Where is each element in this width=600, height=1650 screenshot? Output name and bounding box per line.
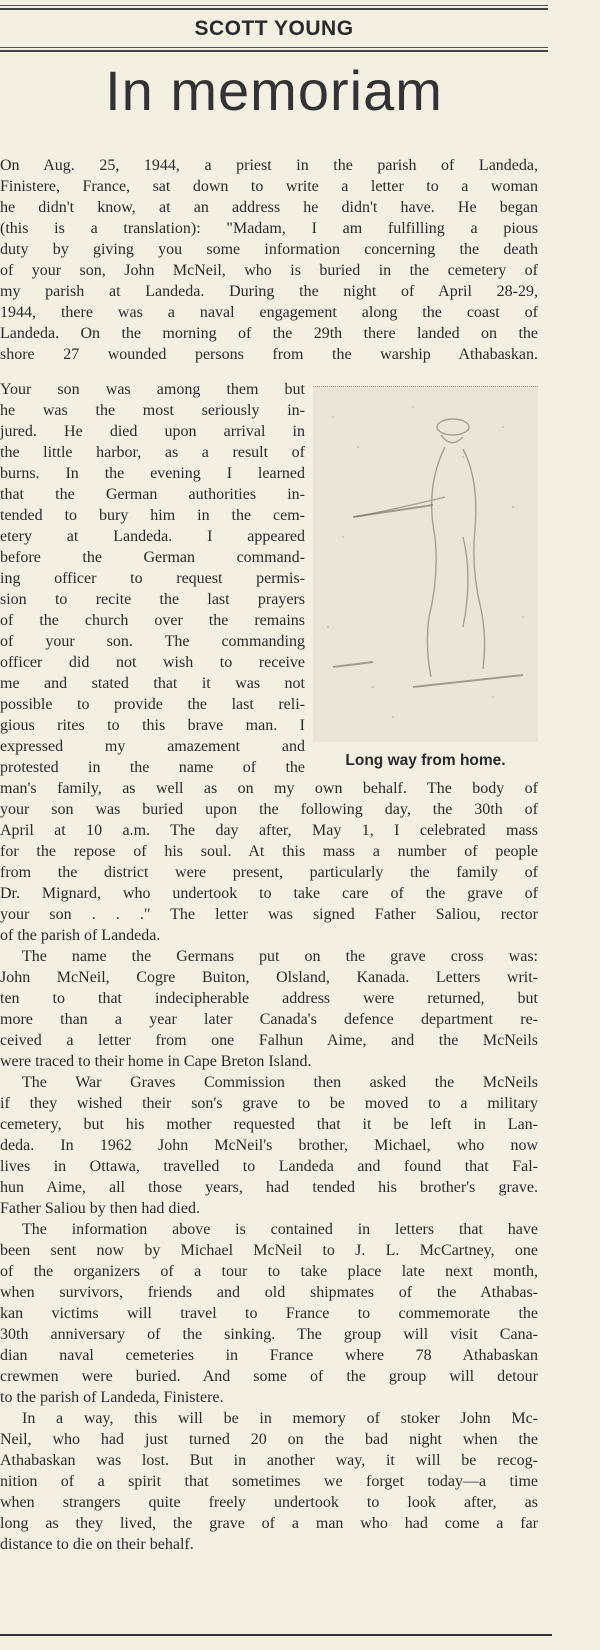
text-line: of the parish of Landeda. [0, 927, 161, 944]
text-line: of your son, John McNeil, who is buried in the cemetery of [0, 262, 538, 279]
text-line: your son was buried upon the following day, the 30th of [0, 801, 538, 818]
text-line: if they wished their son's grave to be moved to a military [0, 1095, 538, 1112]
text-line: long as they lived, the grave of a man who had come a far [0, 1515, 538, 1532]
text-line: ing officer to request permis- [0, 570, 305, 587]
text-line: The name the Germans put on the grave cross was: [22, 948, 538, 965]
text-line: In a way, this will be in memory of stoker John Mc- [22, 1410, 538, 1427]
text-line: John McNeil, Cogre Buiton, Olsland, Kanada. Letters writ- [0, 969, 538, 986]
text-line: he was the most seriously in- [0, 402, 305, 419]
text-line: etery at Landeda. I appeared [0, 528, 305, 545]
byline: SCOTT YOUNG [194, 17, 354, 40]
text-line: Athabaskan was lost. But in another way, it will be recog- [0, 1452, 538, 1469]
text-line: possible to provide the last reli- [0, 696, 305, 713]
text-line: crewmen were buried. And some of the group will detour [0, 1368, 538, 1385]
text-line: been sent now by Michael McNeil to J. L. McCartney, one [0, 1242, 538, 1259]
text-line: (this is a translation): "Madam, I am fulfilling a pious [0, 220, 538, 237]
top-rule [0, 5, 548, 10]
text-line: protested in the name of the [0, 759, 305, 776]
text-line: when strangers quite freely undertook to look after, as [0, 1494, 538, 1511]
text-line: On Aug. 25, 1944, a priest in the parish of Landeda, [0, 157, 538, 174]
article-block-1 [0, 155, 538, 365]
text-line: The information above is contained in letters that have [22, 1221, 538, 1238]
text-line: to the parish of Landeda, Finistere. [0, 1389, 224, 1406]
text-line: were traced to their home in Cape Breton Island. [0, 1053, 312, 1070]
photo-sailor [313, 386, 538, 742]
text-line: cemetery, but his mother requested that it be left in Lan- [0, 1116, 538, 1133]
byline-rule [0, 47, 548, 52]
text-line: before the German command- [0, 549, 305, 566]
text-line: expressed my amazement and [0, 738, 305, 755]
article-block-2 [0, 379, 305, 778]
text-line: Landeda. On the morning of the 29th there landed on the [0, 325, 538, 342]
text-line: he didn't know, at an address he didn't have. He began [0, 199, 538, 216]
text-line: officer did not wish to receive [0, 654, 305, 671]
text-line: that the German authorities in- [0, 486, 305, 503]
text-line: sion to recite the last prayers [0, 591, 305, 608]
text-line: man's family, as well as on my own behalf. The body of [0, 780, 538, 797]
text-line: kan victims will travel to France to commemorate the [0, 1305, 538, 1322]
text-line: when survivors, friends and old shipmates of the Athabas- [0, 1284, 538, 1301]
text-line: of your son. The commanding [0, 633, 305, 650]
text-line: April at 10 a.m. The day after, May 1, I celebrated mass [0, 822, 538, 839]
text-line: nition of a spirit that sometimes we forget today—a time [0, 1473, 538, 1490]
text-line: me and stated that it was not [0, 675, 305, 692]
text-line: gious rites to this brave man. I [0, 717, 305, 734]
text-line: burns. In the evening I learned [0, 465, 305, 482]
text-line: lives in Ottawa, travelled to Landeda and found that Fal- [0, 1158, 538, 1175]
text-line: ceived a letter from one Falhun Aime, and the McNeils [0, 1032, 538, 1049]
text-line: ten to that indecipherable address were returned, but [0, 990, 538, 1007]
text-line: Dr. Mignard, who undertook to take care of the grave of [0, 885, 538, 902]
text-line: duty by giving you some information concerning the death [0, 241, 538, 258]
text-line: hun Aime, all those years, had tended his brother's grave. [0, 1179, 538, 1196]
text-line: tended to bury him in the cem- [0, 507, 305, 524]
photo-caption: Long way from home. [345, 752, 506, 769]
text-line: dian naval cemeteries in France where 78 Athabaskan [0, 1347, 538, 1364]
text-line: Finistere, France, sat down to write a letter to a woman [0, 178, 538, 195]
text-line: The War Graves Commission then asked the McNeils [22, 1074, 538, 1091]
sailor-photo-image [313, 387, 538, 742]
text-line: distance to die on their behalf. [0, 1536, 194, 1553]
text-line: 1944, there was a naval engagement along the coast of [0, 304, 538, 321]
article-block-3 [0, 778, 538, 1555]
text-line: deda. In 1962 John McNeil's brother, Michael, who now [0, 1137, 538, 1154]
text-line: from the district were present, particularly the family of [0, 864, 538, 881]
text-line: my parish at Landeda. During the night of April 28-29, [0, 283, 538, 300]
headline: In memoriam [105, 59, 443, 122]
text-line: of the organizers of a tour to take place late next month, [0, 1263, 538, 1280]
text-line: your son . . ." The letter was signed Father Saliou, rector [0, 906, 538, 923]
text-line: the little harbor, as a result of [0, 444, 305, 461]
text-line: Your son was among them but [0, 381, 305, 398]
text-line: jured. He died upon arrival in [0, 423, 305, 440]
text-line: of the church over the remains [0, 612, 305, 629]
text-line: 30th anniversary of the sinking. The group will visit Cana- [0, 1326, 538, 1343]
text-line: Neil, who had just turned 20 on the bad night when the [0, 1431, 538, 1448]
text-line: more than a year later Canada's defence department re- [0, 1011, 538, 1028]
text-line: Father Saliou by then had died. [0, 1200, 200, 1217]
bottom-rule [0, 1634, 552, 1636]
text-line: for the repose of his soul. At this mass a number of people [0, 843, 538, 860]
text-line: shore 27 wounded persons from the warship Athabaskan. [0, 346, 538, 363]
